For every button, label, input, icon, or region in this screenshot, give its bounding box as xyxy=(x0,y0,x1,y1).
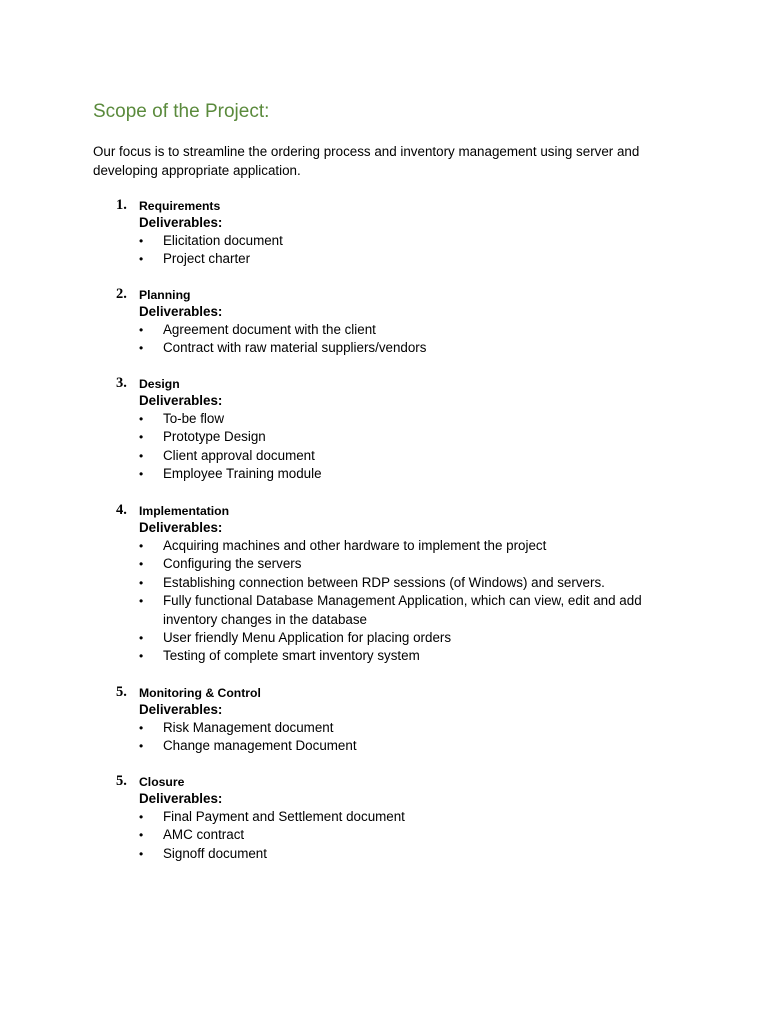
list-item xyxy=(139,537,683,555)
bullet-icon: • xyxy=(139,739,144,754)
section-number: 1. xyxy=(116,197,127,213)
list-item-text: To-be flow xyxy=(163,411,225,426)
list-item xyxy=(139,321,426,339)
list-item-text: User friendly Menu Application for placing orders xyxy=(163,630,452,646)
list-item-text: Testing of complete smart inventory system xyxy=(163,648,420,664)
bullet-icon: • xyxy=(139,828,144,843)
bullet-icon: • xyxy=(139,430,144,445)
bullet-icon: • xyxy=(139,412,144,426)
bullet-icon: • xyxy=(139,557,144,572)
bullet-icon: • xyxy=(139,649,144,664)
deliverables-label: Deliverables: xyxy=(139,215,223,230)
list-item-text: Fully functional Database Management Application, which can view, edit and add inventory changes in the database xyxy=(163,593,642,627)
intro-line: developing appropriate application. xyxy=(93,162,301,178)
list-item xyxy=(139,465,322,483)
list-item xyxy=(139,428,322,446)
list-item xyxy=(139,719,357,737)
section-title: Monitoring & Control xyxy=(139,686,261,700)
bullet-icon: • xyxy=(139,721,144,735)
deliverables-label: Deliverables: xyxy=(139,393,223,408)
list-item-text: AMC contract xyxy=(163,827,245,843)
section-title: Implementation xyxy=(139,504,230,518)
section-title: Closure xyxy=(139,775,185,789)
list-item-text: Prototype Design xyxy=(163,429,266,445)
section-number: 3. xyxy=(116,375,127,391)
list-item-text: Final Payment and Settlement document xyxy=(163,809,405,824)
list-item xyxy=(139,410,322,428)
section-number: 5. xyxy=(116,773,127,789)
list-item-text: Project charter xyxy=(163,251,251,267)
deliverables-list xyxy=(139,808,405,863)
list-item xyxy=(139,808,405,826)
deliverables-list xyxy=(139,232,283,269)
list-item-text: Elicitation document xyxy=(163,233,283,248)
section-number: 5. xyxy=(116,684,127,700)
intro-line: Our focus is to streamline the ordering process and inventory management using server and xyxy=(93,144,640,159)
deliverables-list xyxy=(139,321,426,358)
deliverables-list xyxy=(139,537,683,666)
section-number: 2. xyxy=(116,286,127,302)
list-item-text: Risk Management document xyxy=(163,720,334,735)
list-item-text: Contract with raw material suppliers/vendors xyxy=(163,340,427,356)
list-item-text: Configuring the servers xyxy=(163,556,302,572)
bullet-icon: • xyxy=(139,234,144,248)
intro-paragraph xyxy=(93,143,703,180)
list-item xyxy=(139,447,322,465)
bullet-icon: • xyxy=(139,810,144,824)
page-heading: Scope of the Project: xyxy=(93,101,270,122)
list-item xyxy=(139,232,283,250)
deliverables-list xyxy=(139,410,322,484)
bullet-icon: • xyxy=(139,575,144,590)
list-item xyxy=(139,647,683,665)
list-item-text: Establishing connection between RDP sessions (of Windows) and servers. xyxy=(163,574,605,590)
list-item-text: Signoff document xyxy=(163,845,267,861)
list-item xyxy=(139,737,357,755)
list-item xyxy=(139,250,283,268)
section-title: Requirements xyxy=(139,199,221,213)
section-title: Design xyxy=(139,377,180,391)
deliverables-label: Deliverables: xyxy=(139,791,223,806)
section-number: 4. xyxy=(116,502,127,518)
list-item xyxy=(139,592,683,629)
bullet-icon: • xyxy=(139,846,144,861)
list-item xyxy=(139,629,683,647)
list-item-text: Employee Training module xyxy=(163,466,322,482)
list-item-text: Acquiring machines and other hardware to implement the project xyxy=(163,538,547,553)
list-item xyxy=(139,339,426,357)
deliverables-label: Deliverables: xyxy=(139,702,223,717)
bullet-icon: • xyxy=(139,467,144,482)
bullet-icon: • xyxy=(139,448,144,463)
section-title: Planning xyxy=(139,288,191,302)
list-item xyxy=(139,574,683,592)
deliverables-label: Deliverables: xyxy=(139,304,223,319)
deliverables-label: Deliverables: xyxy=(139,520,223,535)
list-item-text: Change management Document xyxy=(163,738,357,754)
bullet-icon: • xyxy=(139,323,144,337)
list-item xyxy=(139,845,405,863)
bullet-icon: • xyxy=(139,594,144,609)
bullet-icon: • xyxy=(139,539,144,553)
deliverables-list xyxy=(139,719,357,756)
bullet-icon: • xyxy=(139,252,144,267)
list-item-text: Agreement document with the client xyxy=(163,322,376,337)
bullet-icon: • xyxy=(139,341,144,356)
list-item-text: Client approval document xyxy=(163,447,315,463)
list-item xyxy=(139,555,683,573)
list-item xyxy=(139,826,405,844)
bullet-icon: • xyxy=(139,631,144,646)
